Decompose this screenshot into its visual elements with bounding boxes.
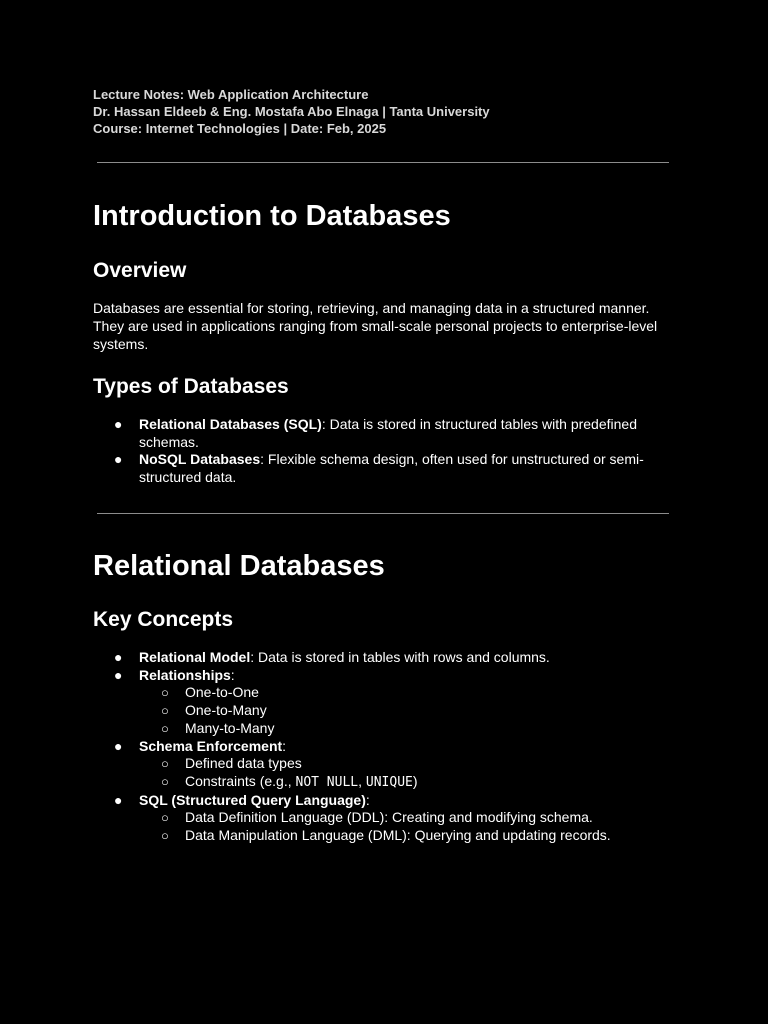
- list-item-term: Schema Enforcement: [139, 737, 283, 754]
- sublist: [139, 809, 659, 844]
- list-item-term: NoSQL Databases: [139, 451, 261, 468]
- header-authors-line: Dr. Hassan Eldeeb & Eng. Mostafa Abo Elnaga | Tanta University: [93, 104, 490, 119]
- bullet-icon: ●: [114, 666, 123, 683]
- list-item: [93, 451, 659, 486]
- sublist-item: [139, 755, 659, 773]
- bullet-icon: ●: [114, 451, 123, 468]
- sublist: [139, 684, 659, 737]
- list-item-term: Relational Model: [139, 649, 251, 665]
- database-types-list: [93, 416, 659, 487]
- section-title: Relational Databases: [93, 550, 385, 582]
- section-title: Introduction to Databases: [93, 200, 451, 232]
- list-item: [93, 416, 659, 451]
- list-item-description: :: [365, 791, 370, 808]
- sublist-item-text: One-to-One: [185, 684, 259, 701]
- sub-bullet-icon: ○: [161, 720, 169, 736]
- sub-bullet-icon: ○: [161, 773, 169, 789]
- constraints-separator: ,: [358, 772, 366, 789]
- sublist-item-text: Defined data types: [185, 755, 302, 772]
- sub-bullet-icon: ○: [161, 810, 169, 826]
- horizontal-divider: [97, 162, 669, 163]
- sublist-item: [139, 809, 659, 827]
- document-header: [93, 86, 490, 137]
- code-not-null: NOT NULL: [295, 774, 359, 790]
- bullet-icon: ●: [114, 791, 123, 808]
- list-item-term: SQL (Structured Query Language): [139, 791, 366, 808]
- sublist-item: [139, 684, 659, 702]
- key-concepts-list: [93, 649, 659, 845]
- list-item-description: : Flexible schema design, often used for unstructured or semi-structured data.: [139, 451, 644, 486]
- sublist-item-text: Data Manipulation Language (DML): Querying and updating records.: [185, 827, 611, 844]
- sublist: [139, 755, 659, 791]
- list-item: [93, 667, 659, 738]
- sublist-item: [139, 827, 659, 845]
- list-item-description: : Data is stored in tables with rows and columns.: [250, 649, 550, 665]
- bullet-icon: ●: [114, 416, 123, 432]
- bullet-icon: ●: [114, 737, 123, 754]
- header-title-line: Lecture Notes: Web Application Architecture: [93, 87, 369, 102]
- sublist-item: [139, 773, 659, 792]
- subsection-heading: Key Concepts: [93, 608, 234, 631]
- list-item: [93, 738, 659, 792]
- sub-bullet-icon: ○: [161, 756, 169, 772]
- list-item-term: Relational Databases (SQL): [139, 416, 322, 432]
- sublist-item-text: Data Definition Language (DDL): Creating and modifying schema.: [185, 809, 593, 826]
- code-unique: UNIQUE: [365, 774, 413, 790]
- sublist-item-text: Many-to-Many: [185, 719, 275, 736]
- overview-paragraph: Databases are essential for storing, retrieving, and managing data in a structured manner. They are used in applications ranging from small-scale personal projects to enterprise-level systems.: [93, 300, 658, 352]
- subsection-heading: Types of Databases: [93, 375, 289, 398]
- sublist-item: [139, 720, 659, 738]
- list-item-description: : Data is stored in structured tables with predefined schemas.: [139, 416, 637, 450]
- horizontal-divider: [97, 513, 669, 514]
- list-item-description: :: [282, 737, 287, 754]
- header-course-line: Course: Internet Technologies | Date: Feb, 2025: [93, 121, 387, 136]
- sub-bullet-icon: ○: [161, 828, 169, 844]
- sublist-item-text: One-to-Many: [185, 702, 267, 719]
- constraints-suffix: ): [412, 772, 418, 789]
- list-item: [93, 792, 659, 845]
- constraints-prefix: Constraints (e.g.,: [185, 772, 296, 789]
- sub-bullet-icon: ○: [161, 685, 169, 701]
- sublist-item: [139, 702, 659, 720]
- sub-bullet-icon: ○: [161, 703, 169, 719]
- list-item: [93, 649, 659, 667]
- bullet-icon: ●: [114, 649, 123, 665]
- subsection-heading: Overview: [93, 259, 187, 282]
- list-item-term: Relationships: [139, 666, 231, 683]
- list-item-description: :: [230, 666, 235, 683]
